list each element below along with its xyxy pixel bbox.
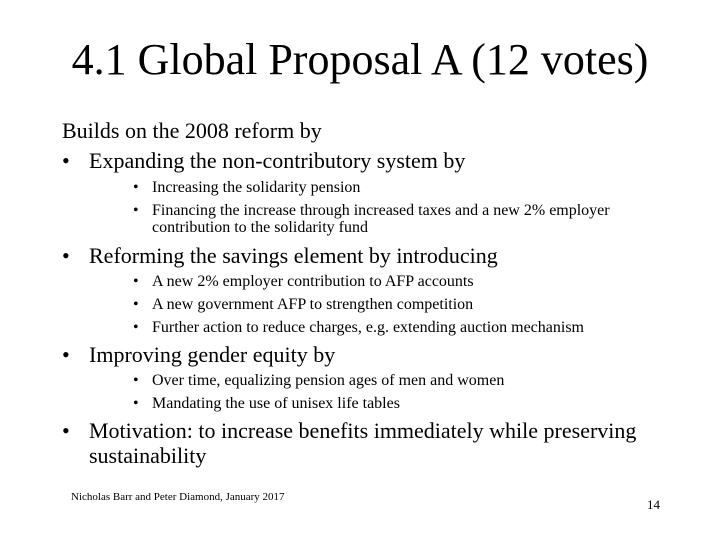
bullet-text: Motivation: to increase benefits immediately while preserving sustainability (89, 418, 637, 468)
sub-bullet-text: Over time, equalizing pension ages of men and women (152, 372, 505, 389)
sub-bullet-text: Further action to reduce charges, e.g. extending auction mechanism (152, 319, 584, 336)
bullet-marker: • (62, 342, 70, 367)
bullet-item (62, 418, 662, 468)
slide-title: 4.1 Global Proposal A (12 votes) (71, 35, 649, 84)
sub-bullet-marker: • (133, 273, 139, 290)
sub-bullet-marker: • (133, 319, 139, 336)
sub-bullet-marker: • (133, 296, 139, 313)
bullet-item (62, 148, 702, 173)
footer-credit: Nicholas Barr and Peter Diamond, January 2017 (71, 491, 285, 503)
bullet-text: Improving gender equity by (89, 342, 336, 367)
sub-bullet-marker: • (133, 372, 139, 389)
sub-bullet-item (133, 179, 693, 196)
sub-bullet-marker: • (133, 395, 139, 412)
intro-text: Builds on the 2008 reform by (62, 118, 322, 143)
sub-bullet-item (133, 372, 693, 389)
bullet-item (62, 243, 702, 268)
sub-bullet-text: Increasing the solidarity pension (152, 179, 361, 196)
sub-bullet-item (133, 296, 693, 313)
sub-bullet-text: Mandating the use of unisex life tables (152, 395, 400, 412)
bullet-item (62, 342, 702, 367)
bullet-marker: • (62, 243, 70, 268)
sub-bullet-marker: • (133, 179, 139, 196)
sub-bullet-text: A new 2% employer contribution to AFP accounts (152, 273, 474, 290)
sub-bullet-item (133, 273, 693, 290)
sub-bullet-text: Financing the increase through increased taxes and a new 2% employer contribution to the solidarity fund (152, 202, 610, 236)
sub-bullet-text: A new government AFP to strengthen competition (152, 296, 474, 313)
bullet-text: Expanding the non-contributory system by (89, 148, 466, 173)
sub-bullet-item (133, 202, 633, 236)
bullet-text: Reforming the savings element by introducing (89, 243, 498, 268)
sub-bullet-marker: • (133, 202, 139, 219)
sub-bullet-item (133, 395, 693, 412)
bullet-marker: • (62, 418, 70, 443)
sub-bullet-item (133, 319, 693, 336)
page-number: 14 (647, 497, 660, 512)
bullet-marker: • (62, 148, 70, 173)
